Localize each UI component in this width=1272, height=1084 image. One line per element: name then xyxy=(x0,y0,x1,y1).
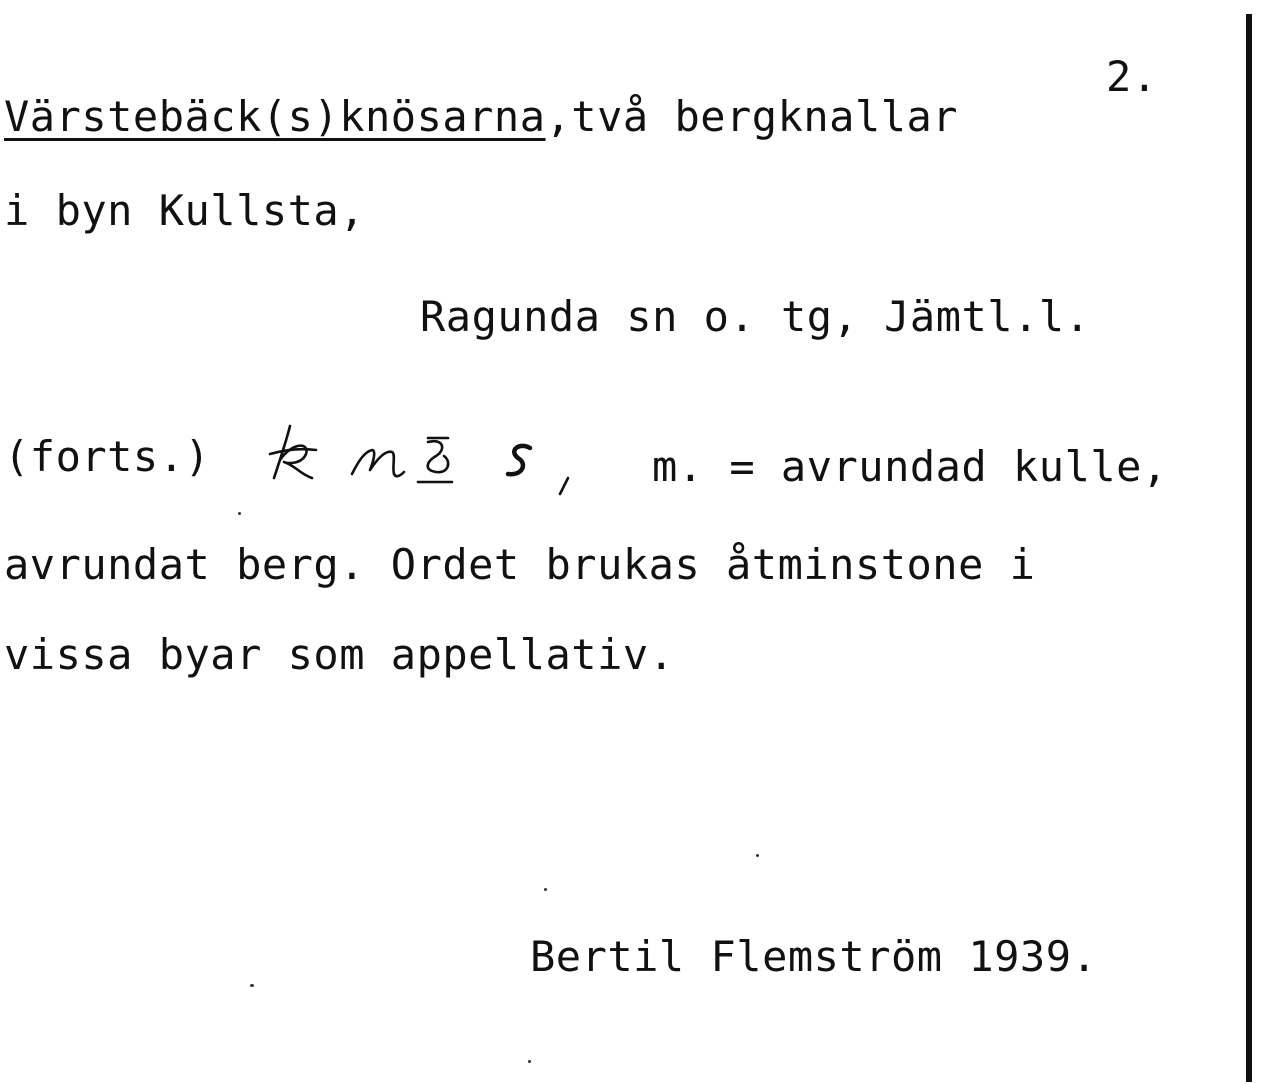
scan-speck xyxy=(544,888,547,891)
right-edge-rule xyxy=(1246,14,1252,1082)
headword: Värstebäck(s)knösarna xyxy=(4,92,546,141)
card-number: 2. xyxy=(1106,52,1158,101)
scan-speck xyxy=(238,512,241,515)
scan-speck xyxy=(250,984,254,987)
scan-speck xyxy=(756,854,759,857)
headword-gloss: ,två bergknallar xyxy=(545,92,959,141)
gender-definition: m. = avrundad kulle, xyxy=(652,442,1168,491)
entry-line-6: vissa byar som appellativ. xyxy=(4,630,675,679)
entry-line-2: i byn Kullsta, xyxy=(4,186,366,235)
location-line: Ragunda sn o. tg, Jämtl.l. xyxy=(420,292,1091,341)
signature: Bertil Flemström 1939. xyxy=(530,932,1098,981)
entry-line-5: avrundat berg. Ordet brukas åtminstone i xyxy=(4,540,1036,589)
scan-speck xyxy=(528,1060,531,1063)
entry-line-1 xyxy=(4,92,959,141)
handwritten-pronunciation-icon xyxy=(268,420,598,500)
forts-label: (forts.) xyxy=(4,432,211,481)
